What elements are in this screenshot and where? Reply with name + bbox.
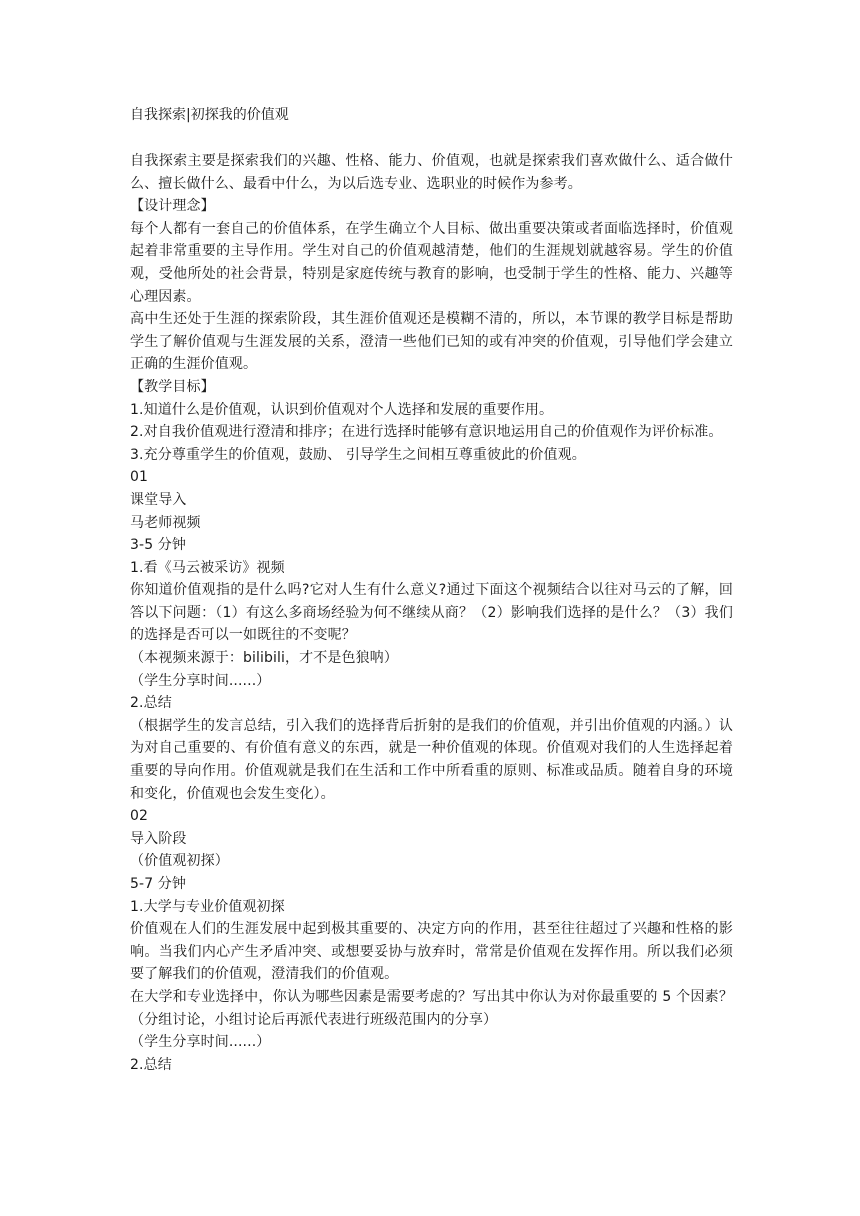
values-importance-paragraph: 价值观在人们的生涯发展中起到极其重要的、决定方向的作用，甚至往往超过了兴趣和性格的影响。当我们内心产生矛盾冲突、或想要妥协与放弃时，常常是价值观在发挥作用。所以我们必须要了解我们的价值观，澄清我们的价值观。 (130, 921, 733, 983)
section-duration-1: 3-5 分钟 (130, 537, 187, 554)
section-subtitle-video: 马老师视频 (130, 514, 201, 531)
design-concept-paragraph-1: 每个人都有一套自己的价值体系，在学生确立个人目标、做出重要决策或者面临选择时，价值观起着非常重要的主导作用。学生对自己的价值观越清楚，他们的生涯规划就越容易。学生的价值观，受他所处的社会背景，特别是家庭传统与教育的影响，也受制于学生的性格、能力、兴趣等心理因素。 (130, 220, 733, 305)
discussion-question-paragraph: 在大学和专业选择中，你认为哪些因素是需要考虑的？写出其中你认为对你最重要的 5 个因素？（分组讨论，小组讨论后再派代表进行班级范围内的分享） (130, 988, 733, 1028)
section-heading-design-concept: 【设计理念】 (130, 198, 215, 215)
teaching-goal-3: 3.充分尊重学生的价值观，鼓励、 引导学生之间相互尊重彼此的价值观。 (130, 446, 586, 463)
video-source-note: （本视频来源于：bilibili，才不是色狼呐） (130, 650, 398, 667)
teaching-goal-1: 1.知道什么是价值观，认识到价值观对个人选择和发展的重要作用。 (130, 401, 554, 418)
document-title: 自我探索|初探我的价值观 (130, 107, 289, 123)
teaching-goal-2: 2.对自我价值观进行澄清和排序；在进行选择时能够有意识地运用自己的价值观作为评价标准。 (130, 424, 723, 441)
step-1-questions: 你知道价值观指的是什么吗?它对人生有什么意义?通过下面这个视频结合以往对马云的了解，回答以下问题：（1）有这么多商场经验为何不继续从商？（2）影响我们选择的是什么？（3）我们的选择是否可以一如既往的不变呢？ (130, 582, 733, 644)
section-title-class-intro: 课堂导入 (130, 491, 187, 508)
student-share-note-2: （学生分享时间......） (130, 1034, 271, 1051)
design-concept-paragraph-2: 高中生还处于生涯的探索阶段，其生涯价值观还是模糊不清的，所以，本节课的教学目标是帮助学生了解价值观与生涯发展的关系，澄清一些他们已知的或有冲突的价值观，引导他们学会建立正确的生涯价值观。 (130, 311, 733, 373)
section-heading-teaching-goals: 【教学目标】 (130, 378, 215, 395)
student-share-note-1: （学生分享时间......） (130, 672, 271, 689)
section-title-intro-stage: 导入阶段 (130, 830, 187, 847)
section-subtitle-values: （价值观初探） (130, 853, 229, 870)
step-2-heading: 2.总结 (130, 695, 172, 712)
stage-2-step-1-heading: 1.大学与专业价值观初探 (130, 898, 285, 915)
section-duration-2: 5-7 分钟 (130, 876, 187, 892)
stage-2-step-2-heading: 2.总结 (130, 1056, 172, 1073)
summary-paragraph-1: （根据学生的发言总结，引入我们的选择背后折射的是我们的价值观，并引出价值观的内涵。）认为对自己重要的、有价值有意义的东西，就是一种价值观的体现。价值观对我们的人生选择起着重要的导向作用。价值观就是我们在生活和工作中所看重的原则、标准或品质。随着自身的环境和变化，价值观也会发生变化）。 (130, 717, 733, 802)
section-number-01: 01 (130, 469, 149, 486)
document-body (130, 150, 733, 1076)
intro-paragraph: 自我探索主要是探索我们的兴趣、性格、能力、价值观，也就是探索我们喜欢做什么、适合做什么、擅长做什么、最看中什么，为以后选专业、选职业的时候作为参考。 (130, 153, 733, 192)
step-1-heading: 1.看《马云被采访》视频 (130, 559, 285, 576)
section-number-02: 02 (130, 808, 149, 825)
